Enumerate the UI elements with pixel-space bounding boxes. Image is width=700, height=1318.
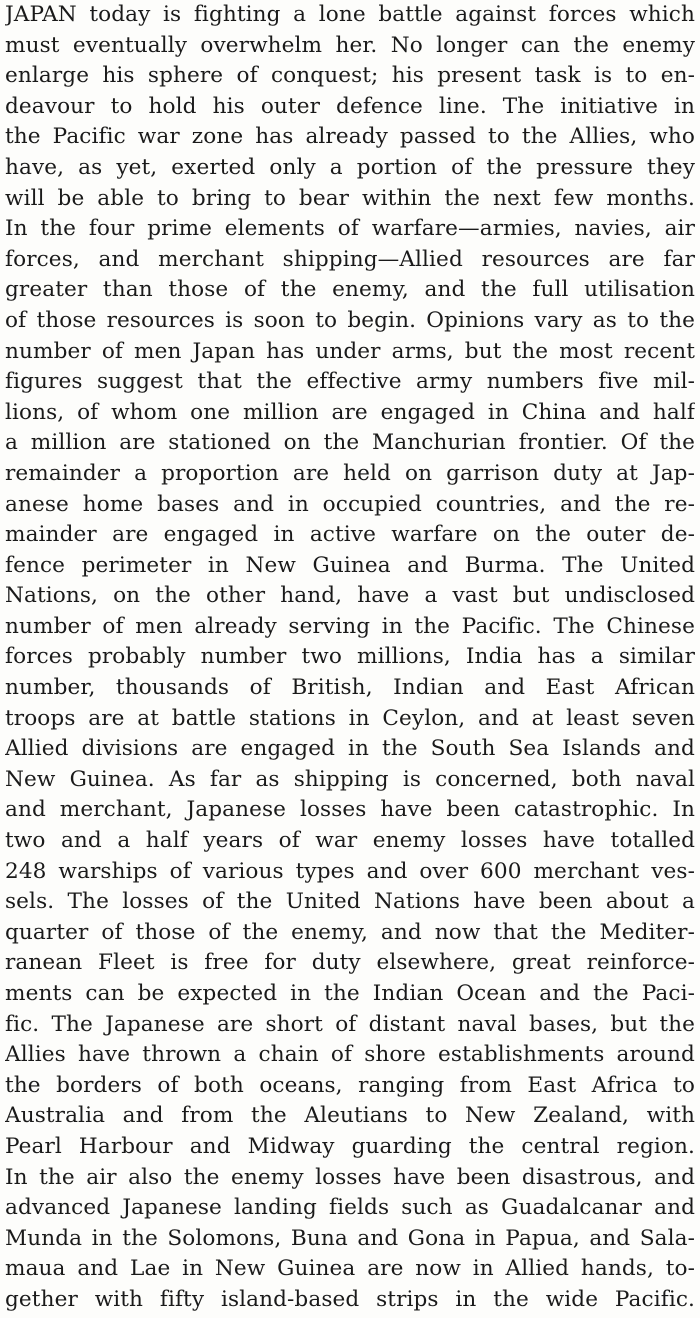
text-line: lions, of whom one million are engaged in China and half <box>5 399 695 425</box>
text-line: enlarge his sphere of conquest; his present task is to en- <box>5 63 695 89</box>
text-line: ments can be expected in the Indian Ocean and the Paci- <box>5 981 695 1006</box>
text-line: Australia and from the Aleutians to New Zealand, with <box>5 1103 695 1129</box>
text-line: number, thousands of British, Indian and East African <box>5 675 695 701</box>
text-line: mainder are engaged in active warfare on the outer de- <box>5 522 695 548</box>
text-line: Munda in the Solomons, Buna and Gona in Papua, and Sala- <box>5 1225 695 1251</box>
text-line: In the air also the enemy losses have been disastrous, and <box>5 1164 695 1190</box>
text-line: 248 warships of various types and over 600 merchant ves- <box>5 858 695 884</box>
text-line: Pearl Harbour and Midway guarding the central region. <box>5 1133 695 1159</box>
text-line: anese home bases and in occupied countries, and the re- <box>5 491 695 517</box>
text-line: two and a half years of war enemy losses have totalled <box>5 828 695 854</box>
text-line: number of men already serving in the Pacific. The Chinese <box>5 613 695 639</box>
text-line: advanced Japanese landing fields such as Guadalcanar and <box>5 1195 695 1221</box>
article-text <box>5 0 695 1316</box>
text-line: gether with fifty island-based strips in the wide Pacific. <box>5 1286 695 1312</box>
text-line: have, as yet, exerted only a portion of the pressure they <box>5 154 695 180</box>
text-line: and merchant, Japanese losses have been catastrophic. In <box>5 797 695 823</box>
text-line: figures suggest that the effective army numbers five mil- <box>5 369 695 395</box>
text-line: fic. The Japanese are short of distant naval bases, but the <box>5 1011 695 1037</box>
text-line: In the four prime elements of warfare—armies, navies, air <box>5 216 695 242</box>
text-line: New Guinea. As far as shipping is concerned, both naval <box>5 766 695 792</box>
text-line: ranean Fleet is free for duty elsewhere, great reinforce- <box>5 950 695 976</box>
text-line: the Pacific war zone has already passed to the Allies, who <box>5 124 695 150</box>
text-line: number of men Japan has under arms, but the most recent <box>5 338 695 364</box>
text-line: JAPAN today is fighting a lone battle against forces which <box>5 2 695 27</box>
text-line: Nations, on the other hand, have a vast but undisclosed <box>5 583 695 609</box>
text-line: forces, and merchant shipping—Allied resources are far <box>5 246 695 272</box>
text-line: Allies have thrown a chain of shore establishments around <box>5 1042 695 1068</box>
text-line: will be able to bring to bear within the next few months. <box>5 185 695 211</box>
text-line: maua and Lae in New Guinea are now in Allied hands, to- <box>5 1256 695 1282</box>
text-line: must eventually overwhelm her. No longer can the enemy <box>5 32 695 58</box>
text-line: troops are at battle stations in Ceylon, and at least seven <box>5 705 695 731</box>
text-line: of those resources is soon to begin. Opinions vary as to the <box>5 307 695 333</box>
text-line: Allied divisions are engaged in the South Sea Islands and <box>5 736 695 762</box>
text-line: deavour to hold his outer defence line. The initiative in <box>5 93 695 119</box>
text-line: a million are stationed on the Manchurian frontier. Of the <box>5 430 695 456</box>
text-line: the borders of both oceans, ranging from East Africa to <box>5 1072 695 1098</box>
text-line: quarter of those of the enemy, and now that the Mediter- <box>5 919 695 945</box>
text-line: forces probably number two millions, India has a similar <box>5 644 695 670</box>
text-line: fence perimeter in New Guinea and Burma. The United <box>5 552 695 578</box>
text-line: remainder a proportion are held on garrison duty at Jap- <box>5 460 695 486</box>
text-line: greater than those of the enemy, and the full utilisation <box>5 277 695 303</box>
text-line: sels. The losses of the United Nations have been about a <box>5 889 695 915</box>
